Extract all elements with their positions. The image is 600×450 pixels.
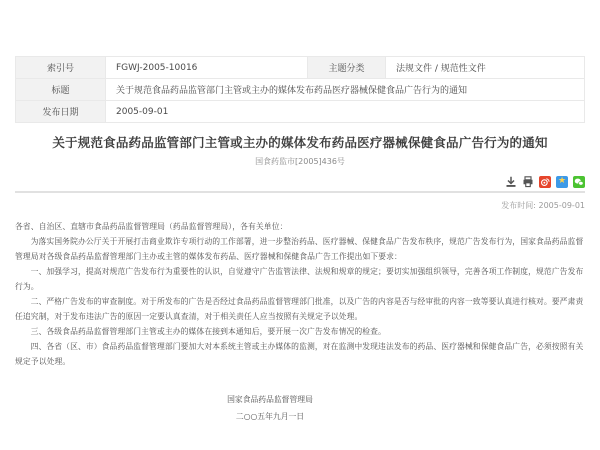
- publish-time: 发布时间: 2005-09-01: [501, 201, 585, 210]
- publish-date-value: 2005-09-01: [106, 101, 585, 123]
- document-paragraph: 为落实国务院办公厅关于开展打击商业欺诈专项行动的工作部署，进一步整治药品、医疗器械、保健食品广告发布秩序，规范广告发布行为，国家食品药品监督管理局对各级食品药品监督管理部门主办或主管的媒体发布药品、医疗器械和保健食品广告工作提出如下要求：: [15, 237, 584, 261]
- document-paragraph: 一、加强学习，提高对规范广告发布行为重要性的认识，自觉遵守广告监管法律、法规和规章的规定；要切实加强组织领导，完善各项工作制度，规范广告发布行为。: [15, 267, 584, 291]
- publish-date-label: 发布日期: [16, 101, 106, 123]
- subject-category-value: 法规文件 / 规范性文件: [386, 57, 585, 79]
- qzone-share-icon[interactable]: [556, 176, 568, 188]
- wechat-share-icon[interactable]: [573, 176, 585, 188]
- signature-org: 国家食品药品监督管理局: [227, 395, 313, 404]
- document-paragraph: 四、各省（区、市）食品药品监督管理部门要加大对本系统主管或主办媒体的监测，对在监测中发现违法发布的药品、医疗器械和保健食品广告，必须按照有关规定予以处理。: [15, 342, 584, 366]
- title-label: 标题: [16, 79, 106, 101]
- table-row: [16, 57, 585, 79]
- title-value: 关于规范食品药品监管部门主管或主办的媒体发布药品医疗器械保健食品广告行为的通知: [106, 79, 585, 101]
- document-meta-table: [15, 56, 585, 123]
- document-number: 国食药监市[2005]436号: [255, 157, 345, 166]
- print-icon[interactable]: [521, 175, 534, 188]
- page-title: 关于规范食品药品监管部门主管或主办的媒体发布药品医疗器械保健食品广告行为的通知: [52, 135, 548, 150]
- document-paragraph: 三、各级食品药品监督管理部门主管或主办的媒体在接到本通知后，要开展一次广告发布情况的检查。: [30, 327, 386, 336]
- download-icon[interactable]: [504, 175, 517, 188]
- table-row: [16, 101, 585, 123]
- document-paragraph: 二、严格广告发布的审查制度。对于所发布的广告是否经过食品药品监督管理部门批准，以及广告的内容是否与经审批的内容一致等要认真进行核对。要严肃责任追究制，对于发布违法广告的原因一定要认真查清，对于相关责任人应当按照有关规定予以处理。: [15, 297, 584, 321]
- signature-block: [15, 391, 585, 425]
- signature-date: 二○○五年九月一日: [235, 412, 305, 421]
- salutation: 各省、自治区、直辖市食品药品监督管理局（药品监督管理局），各有关单位：: [15, 222, 288, 231]
- star-glyph: ★: [557, 176, 567, 186]
- index-number-label: 索引号: [16, 57, 106, 79]
- index-number-value: FGWJ-2005-10016: [106, 57, 308, 79]
- share-toolbar: [15, 175, 585, 188]
- table-row: [16, 79, 585, 101]
- weibo-share-icon[interactable]: [539, 176, 551, 188]
- document-body: [15, 219, 585, 369]
- divider: [15, 191, 585, 193]
- subject-category-label: 主题分类: [308, 57, 386, 79]
